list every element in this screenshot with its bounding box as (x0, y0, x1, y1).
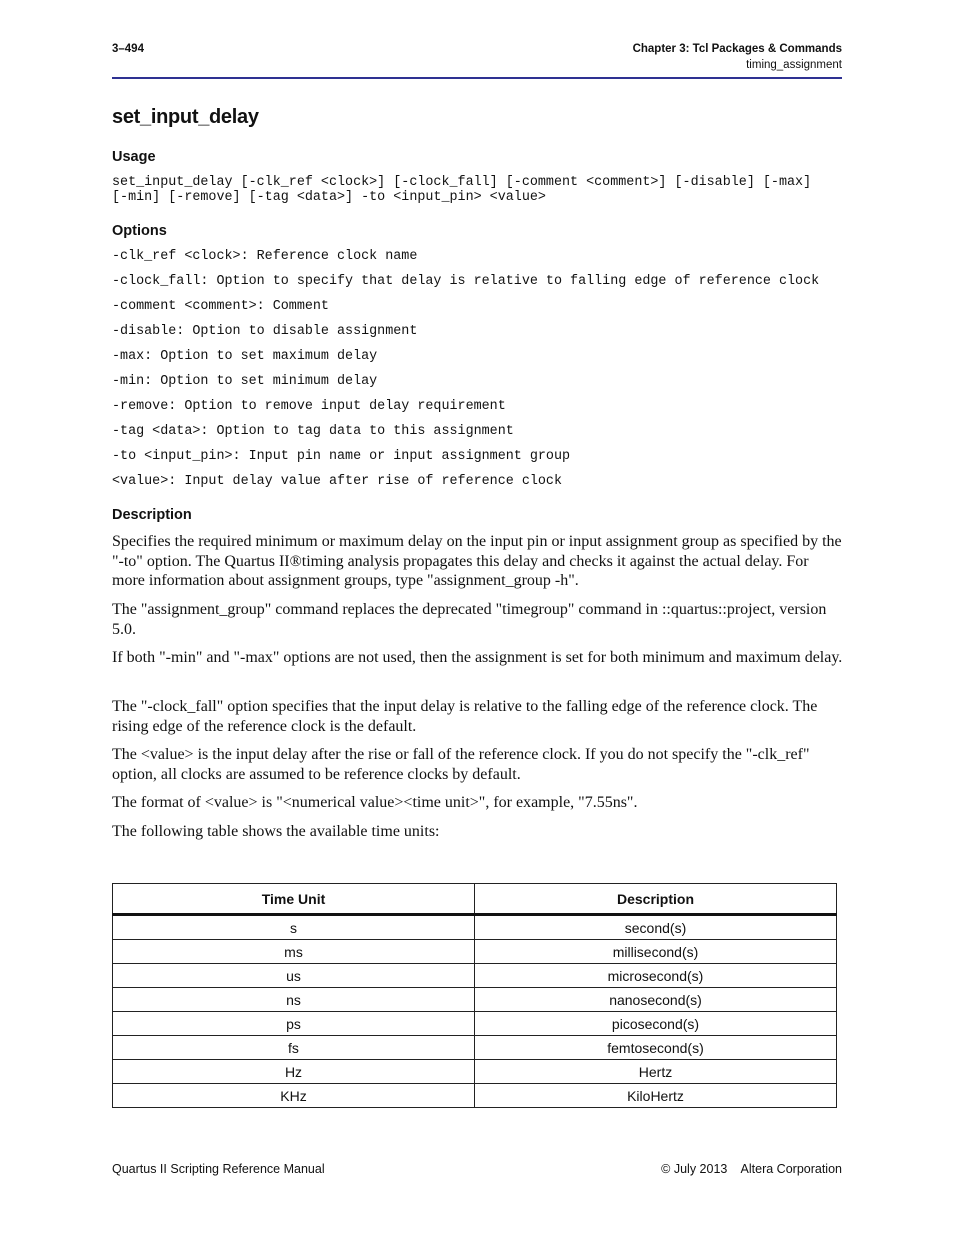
time-unit-cell: ps (113, 1012, 475, 1036)
table-header-row (113, 884, 837, 915)
description-paragraph: The <value> is the input delay after the rise or fall of the reference clock. If you do not specify the "-clk_ref" option, all clocks are assumed to be reference clocks by default. (112, 746, 810, 783)
option-item: -remove: Option to remove input delay requirement (112, 399, 506, 414)
description-cell: nanosecond(s) (475, 988, 837, 1012)
table-row (113, 915, 837, 940)
footer-manual-title: Quartus II Scripting Reference Manual (112, 1162, 325, 1176)
table-row (113, 1012, 837, 1036)
chapter-title: Chapter 3: Tcl Packages & Commands (632, 43, 842, 55)
table-row (113, 964, 837, 988)
option-item: -to <input_pin>: Input pin name or input assignment group (112, 449, 571, 464)
option-item: -comment <comment>: Comment (112, 299, 329, 314)
description-paragraph: The format of <value> is "<numerical value><time unit>", for example, "7.55ns". (112, 794, 638, 811)
time-unit-cell: ns (113, 988, 475, 1012)
header-rule (112, 77, 842, 79)
usage-heading: Usage (112, 149, 156, 165)
time-unit-cell: fs (113, 1036, 475, 1060)
column-header-time-unit: Time Unit (113, 884, 475, 915)
description-cell: microsecond(s) (475, 964, 837, 988)
description-heading: Description (112, 507, 192, 523)
section-name: timing_assignment (746, 59, 842, 71)
time-units-table (112, 883, 837, 1108)
description-cell: KiloHertz (475, 1084, 837, 1108)
description-cell: femtosecond(s) (475, 1036, 837, 1060)
time-unit-cell: Hz (113, 1060, 475, 1084)
description-paragraph: Specifies the required minimum or maximum delay on the input pin or input assignment group as specified by the "-to" option. The Quartus II®timing analysis propagates this delay and checks it against the actual delay. For more information about assignment groups, type "assignment_group -h". (112, 533, 842, 589)
page-title: set_input_delay (112, 106, 259, 128)
table-row (113, 1084, 837, 1108)
column-header-description: Description (475, 884, 837, 915)
table-row (113, 1060, 837, 1084)
table-row (113, 988, 837, 1012)
usage-code (112, 175, 811, 205)
description-cell: second(s) (475, 915, 837, 940)
footer-copyright: © July 2013 Altera Corporation (661, 1162, 842, 1176)
description-cell: picosecond(s) (475, 1012, 837, 1036)
usage-line-1: set_input_delay [-clk_ref <clock>] [-clock_fall] [-comment <comment>] [-disable] [-max] (112, 175, 812, 190)
description-cell: millisecond(s) (475, 940, 837, 964)
description-cell: Hertz (475, 1060, 837, 1084)
options-heading: Options (112, 223, 167, 239)
description-paragraph: The "-clock_fall" option specifies that the input delay is relative to the falling edge of the reference clock. The rising edge of the reference clock is the default. (112, 698, 818, 735)
option-item: -clock_fall: Option to specify that delay is relative to falling edge of reference clock (112, 274, 820, 289)
page-number: 3–494 (112, 43, 144, 55)
description-paragraph: If both "-min" and "-max" options are not used, then the assignment is set for both minimum and maximum delay. (112, 649, 843, 666)
time-unit-cell: KHz (113, 1084, 475, 1108)
usage-line-2: [-min] [-remove] [-tag <data>] -to <input_pin> <value> (112, 190, 546, 205)
table-row (113, 1036, 837, 1060)
option-item: -max: Option to set maximum delay (112, 349, 378, 364)
description-paragraph: The "assignment_group" command replaces the deprecated "timegroup" command in ::quartus::project, version 5.0. (112, 601, 827, 638)
option-item: -tag <data>: Option to tag data to this assignment (112, 424, 514, 439)
option-item: <value>: Input delay value after rise of reference clock (112, 474, 562, 489)
option-item: -disable: Option to disable assignment (112, 324, 418, 339)
time-unit-cell: ms (113, 940, 475, 964)
option-item: -clk_ref <clock>: Reference clock name (112, 249, 418, 264)
table-row (113, 940, 837, 964)
description-paragraph: The following table shows the available time units: (112, 823, 440, 840)
time-unit-cell: s (113, 915, 475, 940)
option-item: -min: Option to set minimum delay (112, 374, 378, 389)
time-unit-cell: us (113, 964, 475, 988)
